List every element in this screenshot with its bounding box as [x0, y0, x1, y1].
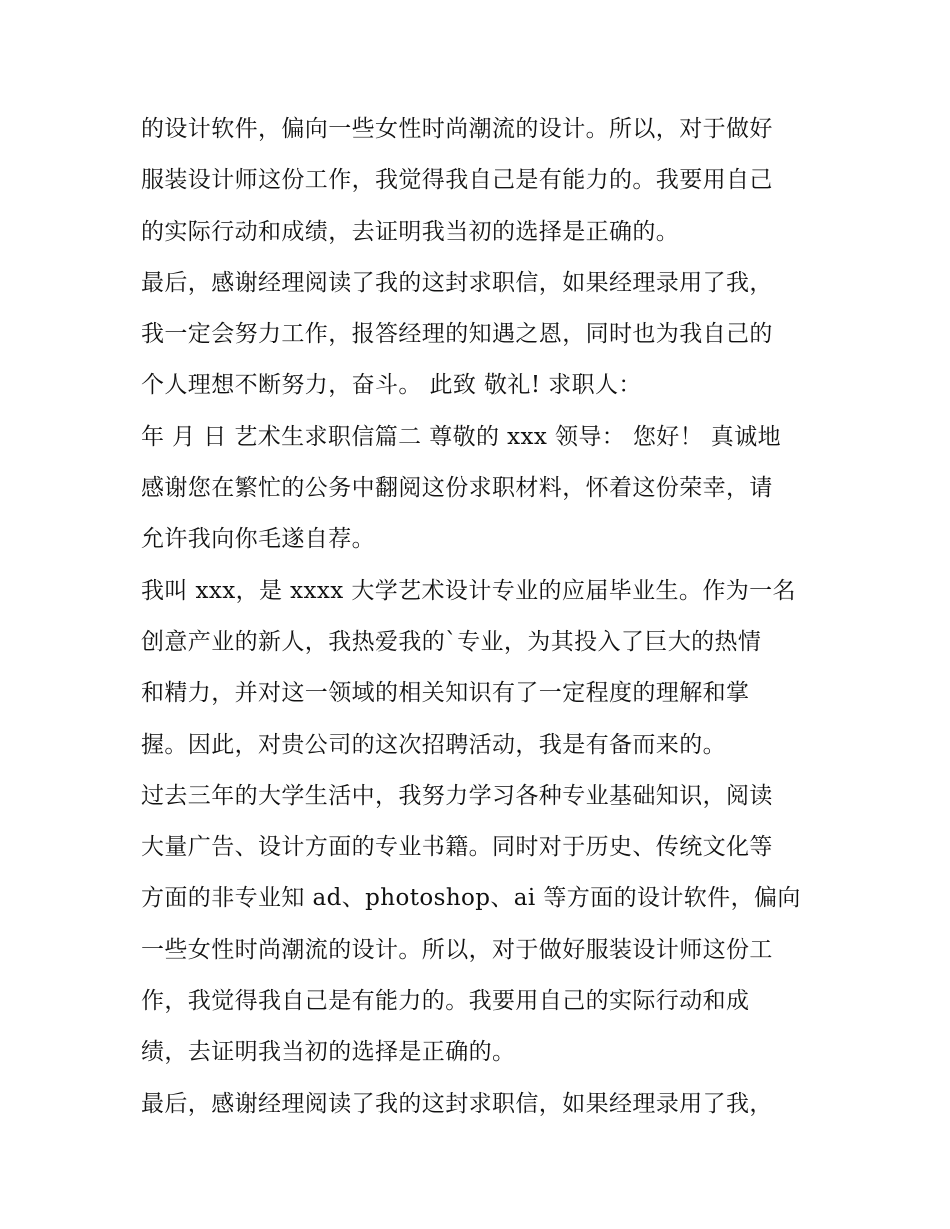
- text-line: 握。因此，对贵公司的这次招聘活动，我是有备而来的。: [141, 731, 726, 758]
- document-body: [141, 104, 821, 1130]
- text-line: 一些女性时尚潮流的设计。所以，对于做好服装设计师这份工: [141, 936, 773, 963]
- text-line: 我一定会努力工作，报答经理的知遇之恩，同时也为我自己的: [141, 321, 773, 348]
- text-line: 大量广告、设计方面的专业书籍。同时对于历史、传统文化等: [141, 834, 773, 861]
- text-line: 的设计软件，偏向一些女性时尚潮流的设计。所以，对于做好: [141, 116, 773, 142]
- text-line: 年 月 日 艺术生求职信篇二 尊敬的 xxx 领导： 您好！ 真诚地: [141, 423, 782, 450]
- text-line: 允许我向你毛遂自荐。: [141, 526, 375, 553]
- text-line: 过去三年的大学生活中，我努力学习各种专业基础知识，阅读: [141, 782, 773, 809]
- text-line: 服装设计师这份工作，我觉得我自己是有能力的。我要用自己: [141, 167, 773, 194]
- text-line: 的实际行动和成绩，去证明我当初的选择是正确的。: [141, 218, 680, 245]
- text-line: 我叫 xxx，是 xxxx 大学艺术设计专业的应届毕业生。作为一名: [141, 577, 796, 604]
- text-line: 和精力，并对这一领域的相关知识有了一定程度的理解和掌: [141, 680, 750, 707]
- text-line: 创意产业的新人，我热爱我的`专业，为其投入了巨大的热情: [141, 628, 762, 655]
- text-line: 最后，感谢经理阅读了我的这封求职信，如果经理录用了我，: [141, 1090, 773, 1117]
- text-line: 感谢您在繁忙的公务中翻阅这份求职材料，怀着这份荣幸，请: [141, 475, 773, 502]
- text-line: 绩，去证明我当初的选择是正确的。: [141, 1039, 516, 1066]
- text-line: 方面的非专业知 ad、photoshop、ai 等方面的设计软件，偏向: [141, 885, 801, 912]
- text-line: 个人理想不断努力，奋斗。 此致 敬礼! 求职人：: [141, 372, 642, 399]
- text-line: 最后，感谢经理阅读了我的这封求职信，如果经理录用了我，: [141, 269, 773, 296]
- text-line: 作，我觉得我自己是有能力的。我要用自己的实际行动和成: [141, 988, 750, 1015]
